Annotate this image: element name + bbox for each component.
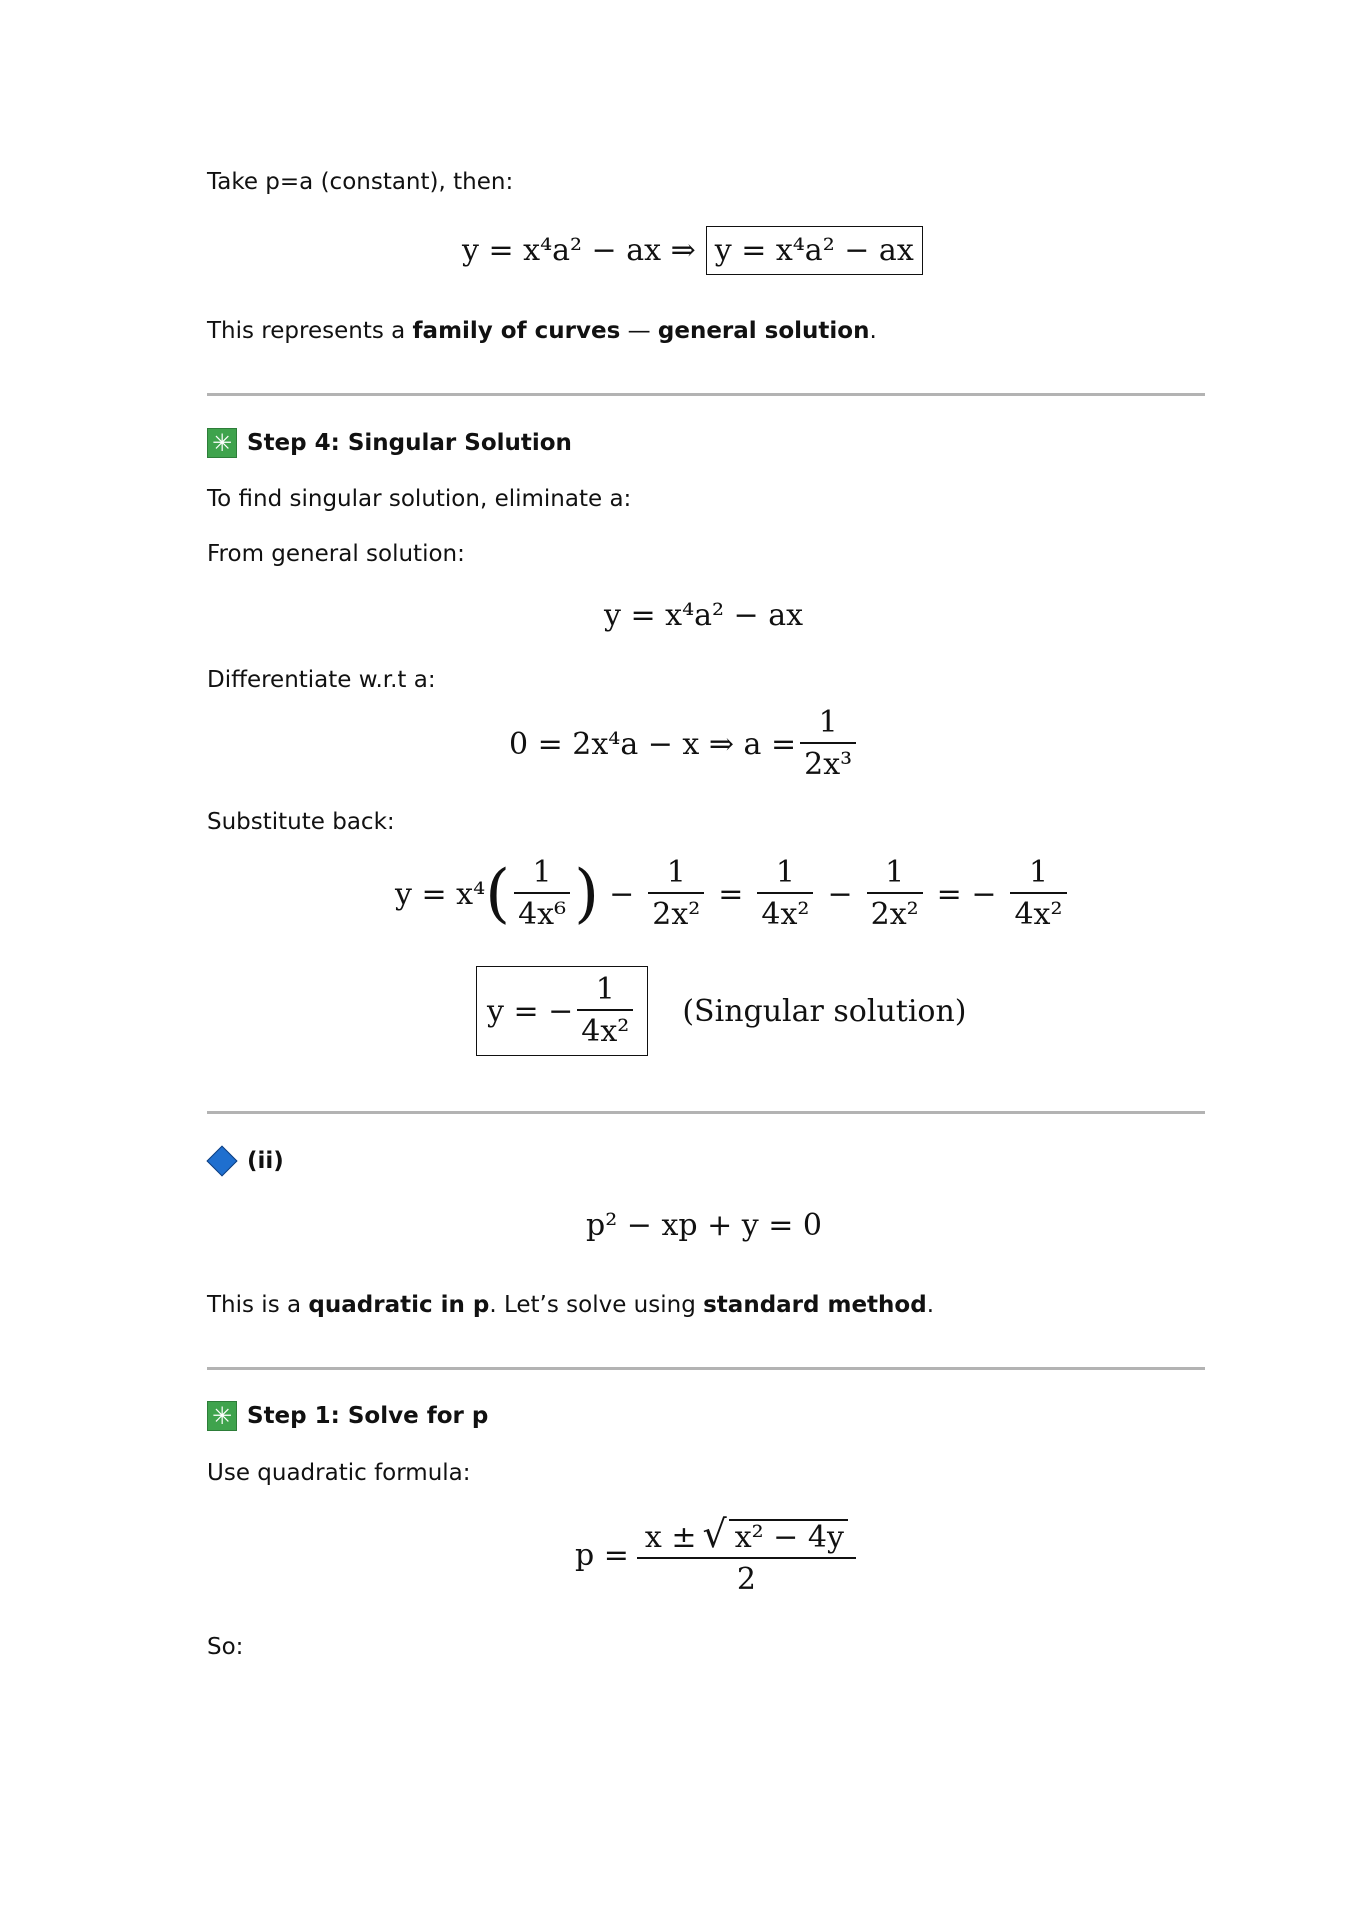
- operator: = −: [936, 876, 997, 912]
- step1-title: Step 1: Solve for p: [247, 1403, 489, 1429]
- fraction-denominator: 4x²: [1010, 892, 1066, 930]
- fraction-numerator: 1: [666, 855, 686, 890]
- fraction-denominator: 4x²: [757, 892, 813, 930]
- fraction: [800, 705, 856, 782]
- singular-note: (Singular solution): [682, 993, 967, 1029]
- equation-derivative-left: 0 = 2x⁴a − x ⇒ a =: [509, 726, 797, 762]
- fraction-denominator: 2x³: [800, 742, 856, 780]
- fraction-numerator: 1: [775, 855, 795, 890]
- quadratic-text-pre: This is a: [207, 1292, 309, 1318]
- radicand: x² − 4y: [729, 1519, 848, 1553]
- singular-lhs: y = −: [487, 993, 574, 1029]
- equation-general-boxed: y = x⁴a² − ax: [706, 226, 923, 275]
- divider: [207, 1111, 1205, 1114]
- sparkle-icon: ✳: [207, 428, 237, 458]
- right-paren: ): [574, 857, 600, 931]
- part2-heading: [207, 1145, 284, 1177]
- fraction: [577, 972, 633, 1049]
- family-text-mid: —: [620, 318, 658, 344]
- fraction: [648, 855, 704, 932]
- family-text-bold-1: family of curves: [412, 318, 621, 344]
- from-general-text: From general solution:: [207, 541, 465, 567]
- operator: −: [609, 876, 635, 912]
- part2-label: (ii): [247, 1148, 284, 1174]
- fraction-denominator: 2x²: [648, 892, 704, 930]
- fraction-denominator: 2: [637, 1557, 856, 1595]
- fraction-numerator: 1: [818, 705, 838, 740]
- fraction-denominator: 2x²: [867, 892, 923, 930]
- fraction-numerator: 1: [532, 855, 552, 890]
- step4-title: Step 4: Singular Solution: [247, 430, 572, 456]
- quadratic-text-bold-1: quadratic in p: [308, 1292, 490, 1318]
- equation-substitution-lhs: y = x⁴: [395, 876, 486, 912]
- singular-intro-text: To find singular solution, eliminate a:: [207, 486, 632, 512]
- substitute-text: Substitute back:: [207, 809, 395, 835]
- fraction-numerator: [641, 1512, 852, 1557]
- quadratic-text-mid: . Let’s solve using: [489, 1292, 704, 1318]
- differentiate-text: Differentiate w.r.t a:: [207, 667, 436, 693]
- fraction-denominator: 4x⁶: [514, 892, 570, 930]
- fraction: [1010, 855, 1066, 932]
- equation-singular: [476, 966, 967, 1056]
- intro-text: Take p=a (constant), then:: [207, 169, 514, 195]
- family-text-bold-2: general solution: [657, 318, 870, 344]
- operator: −: [827, 876, 853, 912]
- fraction-numerator: 1: [595, 972, 615, 1007]
- quadratic-text: [207, 1290, 934, 1320]
- family-text-post: .: [869, 318, 877, 344]
- fraction: [641, 1512, 852, 1597]
- fraction-numerator: 1: [1028, 855, 1049, 890]
- equation-quadratic: p² − xp + y = 0: [586, 1208, 823, 1243]
- fraction: [514, 855, 570, 932]
- equation-general: [462, 226, 923, 275]
- equation-quadratic-formula: [575, 1512, 856, 1597]
- blue-diamond-icon: [206, 1145, 237, 1176]
- fraction: [867, 855, 923, 932]
- sparkle-icon: ✳: [207, 1401, 237, 1431]
- quadratic-text-post: .: [926, 1292, 934, 1318]
- equation-derivative: [509, 705, 860, 782]
- divider: [207, 1367, 1205, 1370]
- step1-heading: [207, 1400, 488, 1432]
- use-formula-text: Use quadratic formula:: [207, 1460, 471, 1486]
- left-paren: (: [485, 857, 511, 931]
- step4-heading: [207, 427, 572, 459]
- equation-general-repeat: y = x⁴a² − ax: [604, 598, 804, 633]
- fraction-numerator: 1: [885, 855, 905, 890]
- formula-lhs: p =: [575, 1537, 629, 1573]
- singular-solution-box: [476, 966, 648, 1056]
- equation-substitution: [395, 855, 1071, 932]
- fraction-denominator: 4x²: [577, 1009, 633, 1047]
- family-text: [207, 316, 877, 346]
- operator: =: [718, 876, 744, 912]
- family-text-pre: This represents a: [207, 318, 413, 344]
- equation-general-left: y = x⁴a² − ax ⇒: [462, 233, 696, 268]
- quadratic-text-bold-2: standard method: [703, 1292, 927, 1318]
- fraction: [757, 855, 813, 932]
- so-text: So:: [207, 1634, 244, 1660]
- formula-num-pre: x ±: [644, 1520, 697, 1555]
- radical-sign: √: [702, 1512, 727, 1556]
- divider: [207, 393, 1205, 396]
